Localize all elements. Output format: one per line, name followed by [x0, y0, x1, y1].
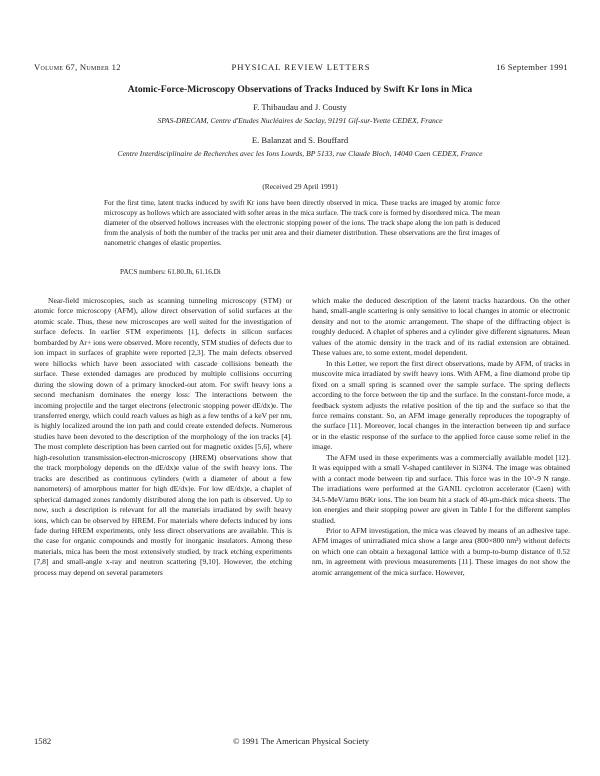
page-number: 1582	[34, 736, 52, 746]
authors-group-1: F. Thibaudau and J. Cousty	[253, 102, 347, 112]
paragraph: Prior to AFM investigation, the mica was cleaved by means of an adhesive tape. AFM images of unirradiated mica show a large area (800×800 nm²) without defects on which one can obtain a hexagonal lattice with a bump-to-bump distance of 0.52 nm, in agreement with previous measurements [11]. These images do not show the atomic arrangement of the mica surface. However,	[312, 525, 570, 577]
left-column	[34, 296, 292, 578]
right-column	[312, 296, 570, 578]
affiliation-2: Centre Interdisciplinaire de Recherches avec les Ions Lourds, BP 5133, rue Claude Bloch, 14040 Caen CEDEX, France	[117, 149, 483, 158]
paragraph: which make the deduced description of the latent tracks hazardous. On the other hand, small-angle scattering is only sensitive to local changes in atomic or electronic density and not to the atomic arrangement. The shape of the diffracting object is roughly deduced. A chaplet of spheres and a cylinder give different signatures. Mean values of the atomic density in the track and of its radial extension are obtained. These values are, to some extent, model dependent.	[312, 296, 570, 358]
affiliation-1: SPAS-DRECAM, Centre d'Etudes Nucléaires de Saclay, 91191 Gif-sur-Yvette CEDEX, France	[157, 116, 443, 125]
abstract: For the first time, latent tracks induced by swift Kr ions have been directly observed in mica. These tracks are imaged by atomic force microscopy as hollows which are associated with softer areas in the mica surface. The track core is formed by disordered mica. The mean diameter of the observed hollows increases with the electronic stopping power of the ions. The track shape along the ion path is deduced from the analysis of both the number of the tracks per unit area and their diameter distribution. These observations are the first images of nanometric changes of elastic properties.	[104, 199, 500, 248]
article-title: Atomic-Force-Microscopy Observations of Tracks Induced by Swift Kr Ions in Mica	[127, 84, 473, 95]
issue-date: 16 September 1991	[496, 62, 568, 72]
running-head	[34, 62, 568, 74]
volume-number: Volume 67, Number 12	[34, 62, 121, 72]
authors-group-2: E. Balanzat and S. Bouffard	[251, 135, 349, 145]
copyright-notice: © 1991 The American Physical Society	[233, 736, 369, 746]
paragraph: In this Letter, we report the first direct observations, made by AFM, of tracks in muscovite mica irradiated by swift heavy ions. With AFM, a fine diamond probe tip fixed on a small spring is scanned over the sample surface. The spring deflects according to the force between the tip and the surface. In the constant-force mode, a feedback system adjusts the relative position of the tip and the surface so that the force remains constant. So, an AFM image generally reproduces the topography of the surface [11]. Moreover, local changes in the interaction between tip and surface or in the elastic response of the surface to the applied force cause some relief in the image.	[312, 358, 570, 452]
paragraph: The AFM used in these experiments was a commercially available model [12]. It was equipped with a small V-shaped cantilever in Si3N4. The image was obtained with a contact mode between tip and surface. This force was in the 10^-9 N range. The irradiations were performed at the GANIL cyclotron accelerator (Caen) with 34.5-MeV/amu 86Kr ions. The ion beam hit a stack of 40-μm-thick mica sheets. The ion energies and their stopping power are given in Table I for the different samples studied.	[312, 452, 570, 525]
pacs-numbers: PACS numbers: 61.80.Jh, 61.16.Di	[120, 268, 221, 276]
paragraph: Near-field microscopies, such as scanning tunneling microscopy (STM) or atomic force microscopy (AFM), allow direct observation of solid surfaces at the atomic scale. Thus, these new microscopes are well suited for the investigation of surface defects. In earlier STM experiments [1], defects in silicon surfaces bombarded by Ar+ ions were observed. More recently, STM studies of defects due to ion impact in surfaces of graphite were reported [2,3]. The main defects observed were hillocks which have been associated with cascade collisions beneath the surface. These extended damages are produced by multiple collisions occurring during the slowing down of a primary knocked-out atom. For swift heavy ions a second mechanism dominates the energy loss: The interactions between the incoming projectile and the target electrons (electronic stopping power dE/dx)e. The transferred energy, which could reach values as high as a few tenths of a keV per nm, is highly localized around the ion path and could create extended defects. Numerous studies have been devoted to the description of the morphology of the ion tracks [4]. The most complete description has been carried out for magnetic oxides [5,6], where high-resolution transmission-electron-microscopy (HREM) observations show that the track morphology depends on the dE/dx)e value of the swift heavy ions. The tracks are described as continuous cylinders (with a diameter of about a few nanometers) of amorphous matter for high dE/dx)e. For low dE/dx)e, a chaplet of spherical damaged zones randomly distributed along the ion path is observed. Up to now, such a description is relevant for all the materials irradiated by swift heavy ions, which can be observed by HREM. For materials where defects induced by ions fade during HREM experiments, only less direct observations are available. This is the case for organic compounds and mostly for inorganic insulators. Among these materials, mica has been the most extensively studied, by track etching experiments [7,8] and small-angle x-ray and neutron scattering [9,10]. However, the etching process may depend on several parameters	[34, 296, 292, 577]
page-footer	[34, 736, 568, 748]
journal-name: PHYSICAL REVIEW LETTERS	[231, 62, 371, 72]
received-date: (Received 29 April 1991)	[262, 182, 338, 191]
